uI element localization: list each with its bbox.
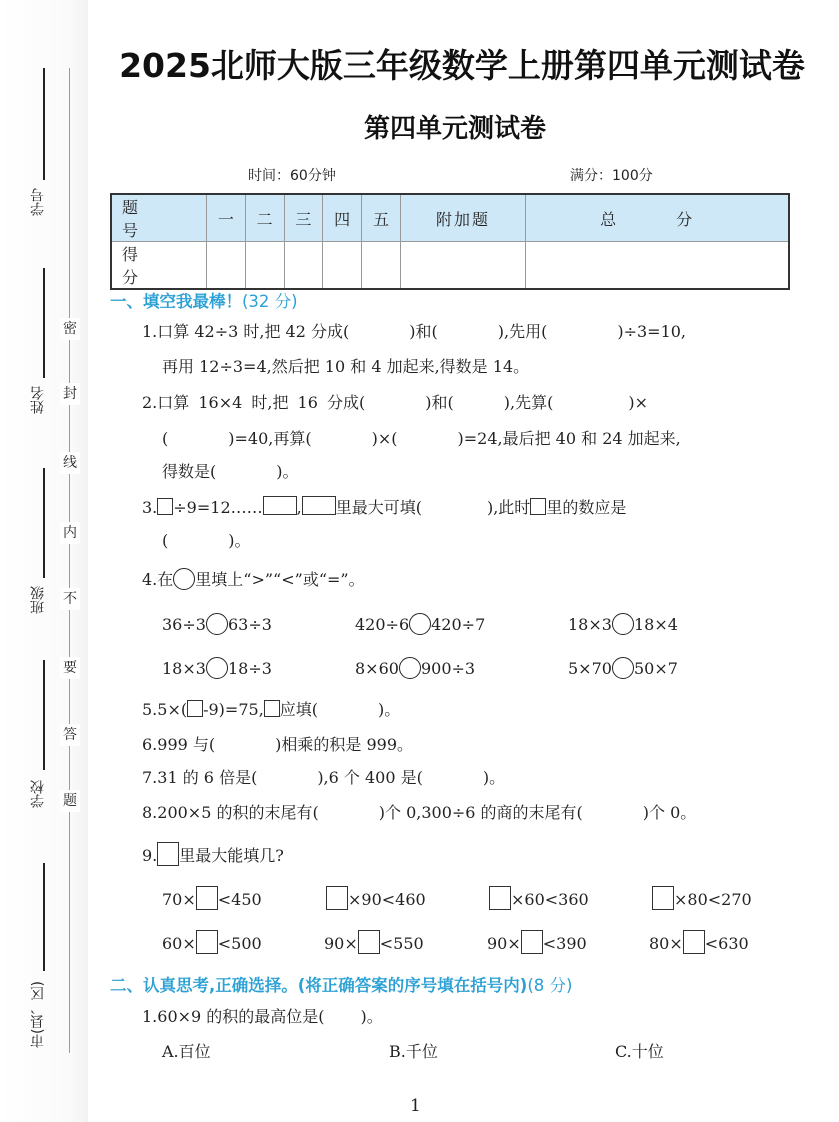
question-3-line-2 (162, 530, 251, 552)
section-1-points: (32 分) (242, 292, 298, 311)
fill-item (162, 886, 262, 911)
q2-text: ),先算( (503, 393, 554, 412)
q4-text: 4.在 (142, 570, 174, 589)
header-cell: 二 (245, 194, 284, 242)
question-2-line-2 (162, 428, 681, 450)
student-id-field[interactable] (43, 68, 45, 180)
q3-text: ),此时 (486, 498, 531, 517)
seal-char: 封 (60, 383, 80, 405)
fill-before: 70× (162, 890, 196, 909)
fill-item (326, 886, 426, 911)
section-2-title-text: 二、认真思考,正确选择。(将正确答案的序号填在括号内) (110, 976, 528, 995)
score-cell[interactable] (400, 242, 525, 290)
seal-char: 密 (60, 318, 80, 340)
question-9-prompt (142, 842, 284, 867)
answer-box[interactable] (489, 886, 511, 910)
class-label: 班级 (30, 586, 46, 614)
compare-item (568, 613, 678, 636)
compare-left: 8×60 (355, 659, 399, 678)
seal-char: 不 (60, 588, 80, 610)
q6-text: 6.999 与( (142, 735, 216, 754)
school-field[interactable] (43, 660, 45, 770)
compare-left: 36÷3 (162, 615, 206, 634)
answer-box[interactable] (196, 930, 218, 954)
compare-item (162, 613, 272, 636)
header-cell: 一 (207, 194, 246, 242)
student-name-field[interactable] (43, 268, 45, 378)
fill-after: ×90<460 (348, 890, 426, 909)
s2q1-text: )。 (360, 1007, 383, 1026)
compare-right: 420÷7 (431, 615, 486, 634)
section-2-question-1 (142, 1006, 383, 1028)
option-b[interactable]: B.千位 (389, 1042, 438, 1061)
fill-after: <500 (217, 934, 262, 953)
q6-text: )相乘的积是 999。 (275, 735, 414, 754)
q8-text: 8.200×5 的积的末尾有( (142, 803, 319, 822)
fill-item (649, 930, 749, 955)
compare-right: 50×7 (633, 659, 678, 678)
q5-text: -9)=75, (203, 700, 264, 719)
section-1-title (110, 288, 298, 312)
option-a[interactable]: A.百位 (162, 1042, 211, 1061)
q7-text: )。 (482, 768, 506, 787)
header-cell: 四 (323, 194, 362, 242)
class-field[interactable] (43, 468, 45, 578)
q2-text: 得数是( (162, 462, 217, 481)
header-cell: 附加题 (400, 194, 525, 242)
q3-text: 里最大可填( (335, 498, 422, 517)
answer-box[interactable] (187, 700, 203, 717)
q9-text: 里最大能填几? (179, 846, 284, 865)
section-1-title-text: 一、填空我最棒！ (110, 292, 242, 311)
compare-item (162, 657, 272, 680)
seal-char: 内 (60, 522, 80, 544)
fill-after: ×60<360 (511, 890, 589, 909)
compare-circle[interactable] (399, 657, 421, 679)
answer-box[interactable] (264, 700, 280, 717)
q9-text: 9. (142, 846, 158, 865)
fill-item (652, 886, 752, 911)
q3-text: )。 (228, 531, 251, 550)
square-icon (157, 842, 179, 866)
q4-text: 里填上“>”“<”或“=”。 (195, 570, 365, 589)
answer-box[interactable] (530, 498, 546, 515)
header-cell: 题 号 (111, 194, 207, 242)
q8-text: )个 0。 (642, 803, 697, 822)
answer-box[interactable] (652, 886, 674, 910)
q2-text: )=24,最后把 40 和 24 加起来, (457, 429, 681, 448)
q2-text: )×( (371, 429, 398, 448)
q1-text: )÷3=10, (617, 322, 687, 341)
compare-right: 18÷3 (227, 659, 272, 678)
full-score: 满分：100分 (570, 168, 653, 184)
q2-text: )× (628, 393, 648, 412)
seal-line (69, 68, 70, 1053)
fill-after: <630 (704, 934, 749, 953)
fill-before: 90× (487, 934, 521, 953)
city-label: 市(县、区) (30, 981, 46, 1049)
exam-time: 时间：60分钟 (248, 168, 336, 184)
score-cell[interactable] (245, 242, 284, 290)
answer-box[interactable] (196, 886, 218, 910)
q3-text: 3. (142, 498, 158, 517)
question-6 (142, 734, 413, 756)
score-table-score-row (111, 242, 789, 290)
compare-circle[interactable] (206, 657, 228, 679)
section-2-title (110, 972, 572, 996)
q3-text: ( (162, 531, 169, 550)
score-cell[interactable] (526, 242, 789, 290)
compare-item (568, 657, 678, 680)
q2-text: ( (162, 429, 169, 448)
q7-text: 7.31 的 6 倍是( (142, 768, 258, 787)
compare-right: 63÷3 (227, 615, 272, 634)
page-title: 2025北师大版三年级数学上册第四单元测试卷 (119, 46, 805, 85)
question-2-line-3 (162, 461, 299, 483)
q2-text: 2.口算 16×4 时,把 16 分成( (142, 393, 366, 412)
compare-circle[interactable] (206, 613, 228, 635)
question-3-line-1 (142, 496, 626, 519)
compare-left: 18×3 (162, 659, 206, 678)
answer-box[interactable] (358, 930, 380, 954)
q1-text: 1.口算 42÷3 时,把 42 分成( (142, 322, 350, 341)
q2-text: )=40,再算( (228, 429, 312, 448)
question-8 (142, 802, 696, 824)
seal-char: 线 (60, 452, 80, 474)
q5-text: )。 (378, 700, 401, 719)
compare-circle[interactable] (612, 657, 634, 679)
fill-item (324, 930, 424, 955)
q3-text: ÷9=12…… (173, 498, 263, 517)
page-number: 1 (410, 1096, 421, 1116)
answer-box[interactable] (683, 930, 705, 954)
q7-text: ),6 个 400 是( (317, 768, 423, 787)
score-cell[interactable] (323, 242, 362, 290)
answer-box[interactable] (326, 886, 348, 910)
q3-text: 里的数应是 (546, 498, 627, 517)
compare-left: 420÷6 (355, 615, 410, 634)
section-2-points: (8 分) (527, 976, 573, 995)
q5-text: 应填( (279, 700, 319, 719)
fill-before: 90× (324, 934, 358, 953)
q2-text: )和( (425, 393, 454, 412)
header-cell: 总 分 (526, 194, 789, 242)
compare-left: 5×70 (568, 659, 612, 678)
q1-text: ),先用( (497, 322, 548, 341)
page-subtitle: 第四单元测试卷 (363, 114, 546, 144)
fill-before: 80× (649, 934, 683, 953)
q3-text: , (296, 498, 302, 517)
circle-icon (173, 568, 195, 590)
fill-after: <450 (217, 890, 262, 909)
fill-after: <390 (542, 934, 587, 953)
question-5 (142, 699, 400, 721)
fill-item (487, 930, 587, 955)
option-c[interactable]: C.十位 (615, 1042, 664, 1061)
answer-box[interactable] (263, 496, 297, 515)
header-cell: 三 (284, 194, 323, 242)
score-table-header-row (111, 194, 789, 242)
q5-text: 5.5×( (142, 700, 188, 719)
question-7 (142, 767, 505, 789)
answer-box[interactable] (521, 930, 543, 954)
fill-item (162, 930, 262, 955)
compare-right: 18×4 (633, 615, 678, 634)
s2q1-text: 1.60×9 的积的最高位是( (142, 1007, 325, 1026)
question-2-line-1 (142, 392, 648, 414)
q2-text: )。 (276, 462, 299, 481)
score-cell[interactable] (207, 242, 246, 290)
student-id-label: 学号 (30, 188, 46, 216)
score-cell[interactable] (284, 242, 323, 290)
q8-text: )个 0,300÷6 的商的末尾有( (378, 803, 583, 822)
header-cell: 五 (362, 194, 401, 242)
fill-after: ×80<270 (674, 890, 752, 909)
fill-item (489, 886, 589, 911)
q1-text: )和( (409, 322, 438, 341)
score-cell[interactable] (362, 242, 401, 290)
student-name-label: 姓名 (30, 386, 46, 414)
compare-right: 900÷3 (420, 659, 476, 678)
score-table (110, 193, 790, 290)
answer-box[interactable] (302, 496, 336, 515)
compare-circle[interactable] (409, 613, 431, 635)
question-4-prompt (142, 568, 365, 591)
score-row-label: 得 分 (111, 242, 207, 290)
seal-char: 答 (60, 724, 80, 746)
compare-item (355, 657, 475, 680)
city-field[interactable] (43, 863, 45, 971)
question-1-line-2: 再用 12÷3=4,然后把 10 和 4 加起来,得数是 14。 (162, 357, 530, 376)
compare-left: 18×3 (568, 615, 612, 634)
fill-after: <550 (379, 934, 424, 953)
answer-box[interactable] (157, 498, 173, 515)
seal-char: 要 (60, 657, 80, 679)
question-1-line-1 (142, 321, 686, 343)
compare-circle[interactable] (612, 613, 634, 635)
school-label: 学校 (30, 780, 46, 808)
seal-char: 题 (60, 790, 80, 812)
compare-item (355, 613, 485, 636)
fill-before: 60× (162, 934, 196, 953)
